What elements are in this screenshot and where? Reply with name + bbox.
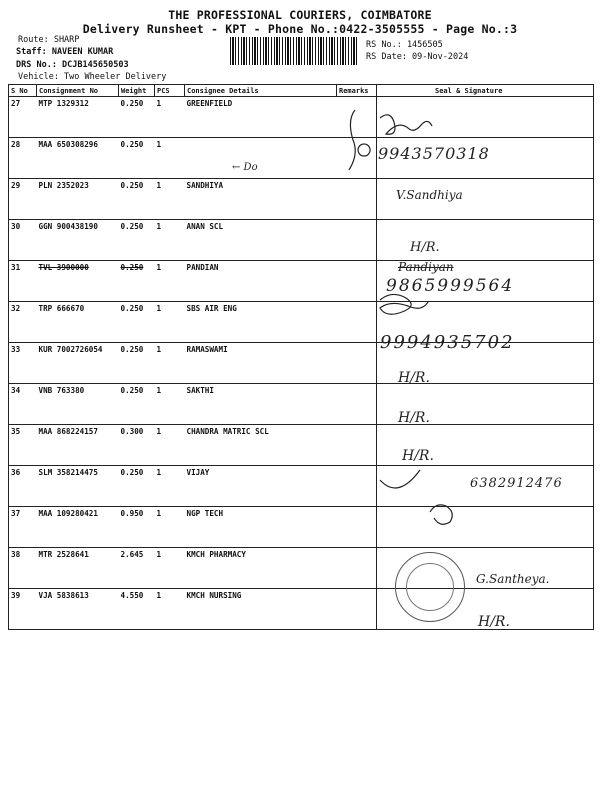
cell-consignee: GREENFIELD — [185, 97, 337, 138]
cell-weight: 0.250 — [119, 138, 155, 179]
cell-consignment: GGN 900438190 — [37, 220, 119, 261]
cell-consignee: PANDIAN — [185, 261, 337, 302]
cell-consignment: MTP 1329312 — [37, 97, 119, 138]
drs-number: DRS No.: DCJB145650503 — [16, 60, 129, 70]
handwritten-hr: H/R. — [398, 410, 430, 426]
cell-consignment: PLN 2352023 — [37, 179, 119, 220]
col-remarks: Remarks — [337, 85, 377, 97]
cell-weight: 0.250 — [119, 466, 155, 507]
staff-label: Staff: NAVEEN KUMAR — [16, 47, 114, 57]
cell-consignee: SBS AIR ENG — [185, 302, 337, 343]
cell-sno: 37 — [9, 507, 37, 548]
cell-pcs: 1 — [155, 343, 185, 384]
cell-pcs: 1 — [155, 220, 185, 261]
cell-pcs: 1 — [155, 138, 185, 179]
cell-sno: 28 — [9, 138, 37, 179]
cell-pcs: 1 — [155, 179, 185, 220]
cell-sno: 38 — [9, 548, 37, 589]
col-weight: Weight — [119, 85, 155, 97]
cell-sno: 36 — [9, 466, 37, 507]
cell-pcs: 1 — [155, 384, 185, 425]
cell-weight: 0.950 — [119, 507, 155, 548]
col-consignee: Consignee Details — [185, 85, 337, 97]
cell-consignee: VIJAY — [185, 466, 337, 507]
cell-consignee: KMCH NURSING — [185, 589, 337, 630]
cell-sno: 32 — [9, 302, 37, 343]
handwritten-hr: H/R. — [402, 448, 434, 464]
handwritten-signature: V.Sandhiya — [396, 188, 463, 202]
cell-consignment: TVL 3900000 — [37, 261, 119, 302]
cell-consignee: SAKTHI — [185, 384, 337, 425]
handwritten-hr: H/R. — [478, 614, 510, 630]
cell-weight: 0.250 — [119, 179, 155, 220]
col-sno: S No — [9, 85, 37, 97]
cell-pcs: 1 — [155, 302, 185, 343]
handwritten-phone: 6382912476 — [470, 476, 563, 491]
runsheet-subtitle: Delivery Runsheet - KPT - Phone No.:0422-3505555 - Page No.:3 — [82, 22, 518, 36]
handwritten-hr: H/R. — [398, 370, 430, 386]
cell-weight: 0.250 — [119, 97, 155, 138]
col-signature: Seal & Signature — [377, 85, 594, 97]
cell-consignment: VNB 763380 — [37, 384, 119, 425]
cell-consignee: CHANDRA MATRIC SCL — [185, 425, 337, 466]
cell-weight: 0.250 — [119, 220, 155, 261]
cell-sno: 27 — [9, 97, 37, 138]
cell-sno: 34 — [9, 384, 37, 425]
cell-weight: 4.550 — [119, 589, 155, 630]
cell-consignee: SANDHIYA — [185, 179, 337, 220]
handwritten-remark: ← Do — [232, 162, 258, 173]
cell-consignment: MAA 650308296 — [37, 138, 119, 179]
cell-consignment: VJA 5838613 — [37, 589, 119, 630]
cell-sno: 39 — [9, 589, 37, 630]
cell-sno: 30 — [9, 220, 37, 261]
cell-weight: 0.250 — [119, 343, 155, 384]
cell-consignment: MTR 2528641 — [37, 548, 119, 589]
handwritten-signature: G.Santheya. — [476, 572, 550, 586]
cell-pcs: 1 — [155, 466, 185, 507]
col-pcs: PCS — [155, 85, 185, 97]
cell-consignee: KMCH PHARMACY — [185, 548, 337, 589]
company-title: THE PROFESSIONAL COURIERS, COIMBATORE — [168, 8, 432, 22]
cell-consignee: NGP TECH — [185, 507, 337, 548]
cell-consignment: MAA 868224157 — [37, 425, 119, 466]
cell-consignee: ANAN SCL — [185, 220, 337, 261]
cell-pcs: 1 — [155, 548, 185, 589]
cell-weight: 0.250 — [119, 384, 155, 425]
rs-number: RS No.: 1456505 — [366, 40, 443, 50]
col-consignment: Consignment No — [37, 85, 119, 97]
cell-sno: 31 — [9, 261, 37, 302]
route-label: Route: SHARP — [18, 35, 80, 45]
handwritten-phone: 9994935702 — [380, 332, 515, 353]
handwritten-phone: 9865999564 — [386, 276, 515, 296]
handwritten-hr: H/R. — [410, 240, 440, 255]
cell-pcs: 1 — [155, 507, 185, 548]
cell-consignment: KUR 7002726054 — [37, 343, 119, 384]
handwritten-phone: 9943570318 — [378, 144, 490, 163]
cell-weight: 0.250 — [119, 302, 155, 343]
cell-sno: 33 — [9, 343, 37, 384]
cell-pcs: 1 — [155, 589, 185, 630]
cell-pcs: 1 — [155, 97, 185, 138]
college-seal-inner-ring — [406, 563, 454, 611]
cell-consignment: TRP 666670 — [37, 302, 119, 343]
cell-consignee: RAMASWAMI — [185, 343, 337, 384]
cell-weight: 0.250 — [119, 261, 155, 302]
cell-pcs: 1 — [155, 425, 185, 466]
cell-pcs: 1 — [155, 261, 185, 302]
cell-consignment: MAA 109280421 — [37, 507, 119, 548]
college-seal-stamp — [395, 552, 465, 622]
cell-weight: 2.645 — [119, 548, 155, 589]
vehicle-label: Vehicle: Two Wheeler Delivery — [18, 72, 167, 82]
cell-sno: 29 — [9, 179, 37, 220]
rs-date: RS Date: 09-Nov-2024 — [366, 52, 469, 62]
handwritten-name: Pandiyan — [398, 260, 454, 274]
cell-sno: 35 — [9, 425, 37, 466]
cell-weight: 0.300 — [119, 425, 155, 466]
cell-consignment: SLM 358214475 — [37, 466, 119, 507]
